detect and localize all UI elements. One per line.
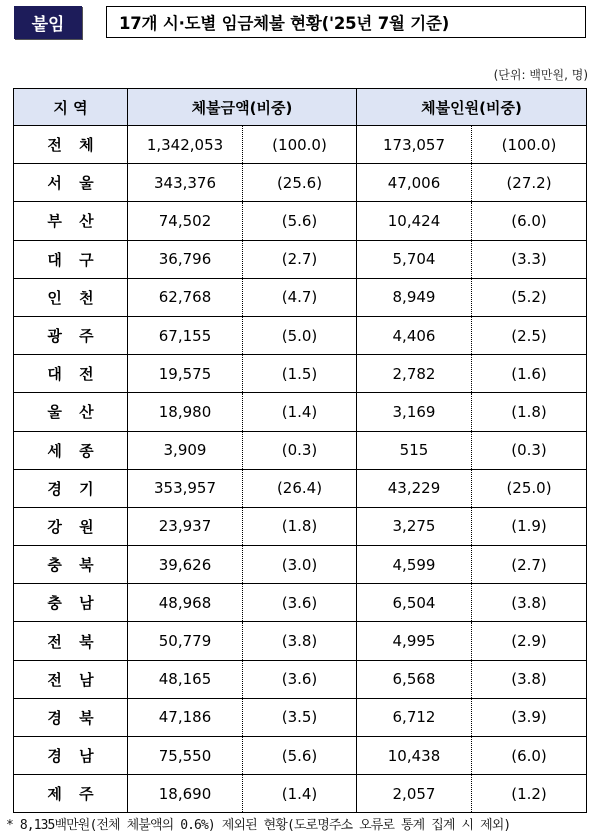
- table-row: [14, 507, 587, 545]
- cell-amount: 343,376: [128, 164, 243, 202]
- wage-arrears-table: [13, 88, 587, 813]
- cell-region: 세 종: [14, 431, 128, 469]
- cell-region: 대 구: [14, 240, 128, 278]
- cell-workers: 10,438: [357, 737, 472, 775]
- cell-amount: 48,968: [128, 584, 243, 622]
- cell-workers-share: (3.9): [472, 698, 587, 736]
- footnote: * 8,135백만원(전체 체불액의 0.6%) 제외된 현황(도로명주소 오류로 통계 집계 시 제외): [6, 818, 511, 833]
- cell-amount-share: (3.5): [243, 698, 357, 736]
- table-row: [14, 431, 587, 469]
- cell-amount: 1,342,053: [128, 126, 243, 164]
- cell-amount-share: (0.3): [243, 431, 357, 469]
- cell-amount-share: (2.7): [243, 240, 357, 278]
- cell-region: 제 주: [14, 775, 128, 813]
- cell-region: 부 산: [14, 202, 128, 240]
- cell-amount-share: (1.5): [243, 355, 357, 393]
- cell-workers-share: (6.0): [472, 202, 587, 240]
- table-row: [14, 660, 587, 698]
- table-row: [14, 469, 587, 507]
- cell-region: 충 북: [14, 546, 128, 584]
- cell-workers: 4,599: [357, 546, 472, 584]
- cell-amount: 353,957: [128, 469, 243, 507]
- cell-amount-share: (3.0): [243, 546, 357, 584]
- cell-workers-share: (2.5): [472, 316, 587, 354]
- cell-workers: 515: [357, 431, 472, 469]
- cell-workers-share: (1.2): [472, 775, 587, 813]
- cell-amount-share: (5.0): [243, 316, 357, 354]
- cell-workers: 2,057: [357, 775, 472, 813]
- table-row: [14, 698, 587, 736]
- attachment-badge: 붙임: [14, 6, 82, 39]
- table-row: [14, 316, 587, 354]
- unit-note: (단위: 백만원, 명): [493, 68, 588, 82]
- table-row: [14, 164, 587, 202]
- cell-amount-share: (4.7): [243, 278, 357, 316]
- table-row: [14, 355, 587, 393]
- cell-workers-share: (1.6): [472, 355, 587, 393]
- cell-workers: 3,275: [357, 507, 472, 545]
- cell-region: 울 산: [14, 393, 128, 431]
- cell-workers-share: (0.3): [472, 431, 587, 469]
- cell-region: 경 남: [14, 737, 128, 775]
- cell-workers-share: (25.0): [472, 469, 587, 507]
- cell-amount-share: (3.6): [243, 660, 357, 698]
- cell-amount-share: (1.4): [243, 775, 357, 813]
- table-row: [14, 775, 587, 813]
- cell-amount-share: (5.6): [243, 737, 357, 775]
- table-row: [14, 584, 587, 622]
- cell-region: 인 천: [14, 278, 128, 316]
- cell-amount: 23,937: [128, 507, 243, 545]
- document-title: 17개 시·도별 임금체불 현황('25년 7월 기준): [106, 6, 586, 38]
- cell-workers: 8,949: [357, 278, 472, 316]
- cell-workers-share: (100.0): [472, 126, 587, 164]
- cell-amount-share: (25.6): [243, 164, 357, 202]
- cell-amount: 3,909: [128, 431, 243, 469]
- cell-workers-share: (2.9): [472, 622, 587, 660]
- cell-amount-share: (26.4): [243, 469, 357, 507]
- cell-region: 전 남: [14, 660, 128, 698]
- cell-workers: 2,782: [357, 355, 472, 393]
- cell-amount: 48,165: [128, 660, 243, 698]
- cell-workers: 10,424: [357, 202, 472, 240]
- cell-region: 경 기: [14, 469, 128, 507]
- cell-workers-share: (3.8): [472, 660, 587, 698]
- table-row: [14, 737, 587, 775]
- table-row: [14, 546, 587, 584]
- table-row: [14, 240, 587, 278]
- table-row: [14, 278, 587, 316]
- cell-workers-share: (3.3): [472, 240, 587, 278]
- table-row: [14, 126, 587, 164]
- cell-amount: 67,155: [128, 316, 243, 354]
- cell-workers: 3,169: [357, 393, 472, 431]
- column-header-amount: 체불금액(비중): [128, 89, 357, 126]
- cell-amount: 19,575: [128, 355, 243, 393]
- cell-region: 전 체: [14, 126, 128, 164]
- cell-amount: 62,768: [128, 278, 243, 316]
- cell-amount-share: (100.0): [243, 126, 357, 164]
- cell-region: 강 원: [14, 507, 128, 545]
- cell-amount-share: (5.6): [243, 202, 357, 240]
- column-header-region: 지 역: [14, 89, 128, 126]
- table-row: [14, 393, 587, 431]
- cell-amount-share: (1.4): [243, 393, 357, 431]
- cell-workers: 5,704: [357, 240, 472, 278]
- cell-amount: 18,690: [128, 775, 243, 813]
- cell-workers-share: (6.0): [472, 737, 587, 775]
- cell-amount: 74,502: [128, 202, 243, 240]
- cell-region: 광 주: [14, 316, 128, 354]
- cell-region: 서 울: [14, 164, 128, 202]
- cell-amount-share: (3.8): [243, 622, 357, 660]
- cell-amount-share: (3.6): [243, 584, 357, 622]
- cell-region: 충 남: [14, 584, 128, 622]
- column-header-workers: 체불인원(비중): [357, 89, 587, 126]
- cell-region: 경 북: [14, 698, 128, 736]
- cell-amount: 36,796: [128, 240, 243, 278]
- cell-workers: 6,568: [357, 660, 472, 698]
- cell-workers-share: (5.2): [472, 278, 587, 316]
- cell-workers-share: (2.7): [472, 546, 587, 584]
- cell-workers: 6,712: [357, 698, 472, 736]
- cell-amount: 39,626: [128, 546, 243, 584]
- table-row: [14, 622, 587, 660]
- cell-amount: 47,186: [128, 698, 243, 736]
- cell-workers: 43,229: [357, 469, 472, 507]
- cell-workers: 6,504: [357, 584, 472, 622]
- cell-region: 대 전: [14, 355, 128, 393]
- cell-workers-share: (27.2): [472, 164, 587, 202]
- cell-region: 전 북: [14, 622, 128, 660]
- cell-workers: 47,006: [357, 164, 472, 202]
- table-header-row: [14, 89, 587, 126]
- cell-workers-share: (3.8): [472, 584, 587, 622]
- table-row: [14, 202, 587, 240]
- cell-amount: 18,980: [128, 393, 243, 431]
- cell-workers-share: (1.8): [472, 393, 587, 431]
- cell-workers: 4,995: [357, 622, 472, 660]
- cell-amount-share: (1.8): [243, 507, 357, 545]
- cell-amount: 75,550: [128, 737, 243, 775]
- cell-workers: 173,057: [357, 126, 472, 164]
- cell-amount: 50,779: [128, 622, 243, 660]
- cell-workers-share: (1.9): [472, 507, 587, 545]
- cell-workers: 4,406: [357, 316, 472, 354]
